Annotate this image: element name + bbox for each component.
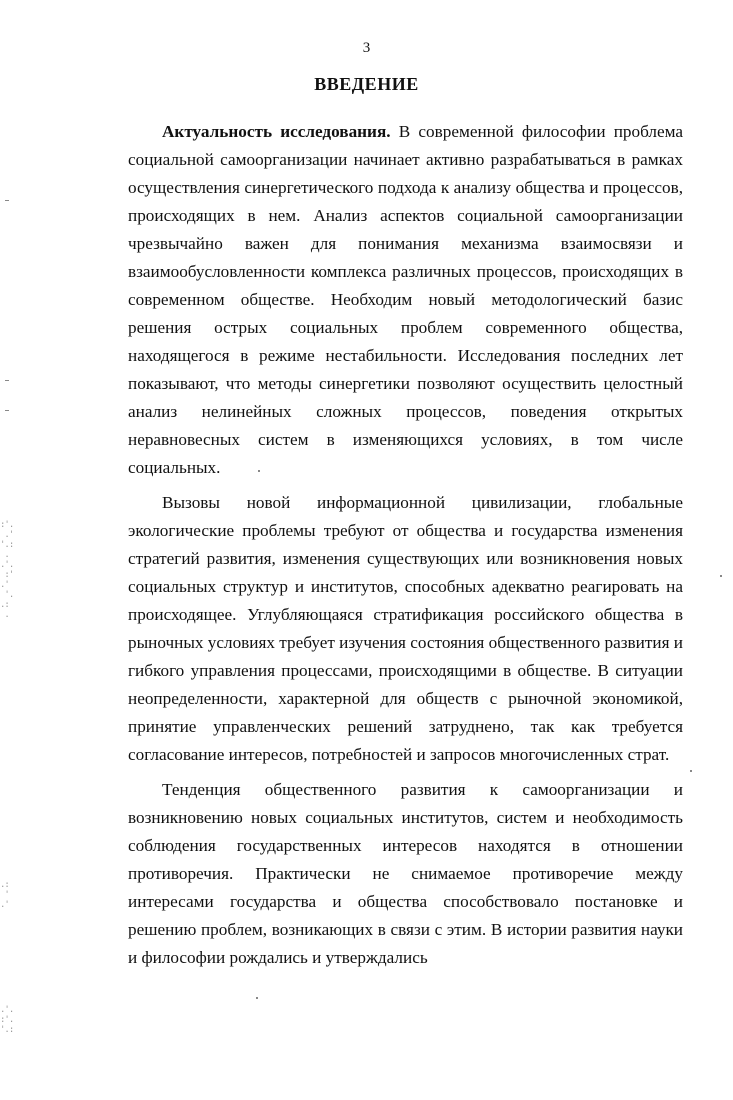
scan-margin-noise: .: ' .' [0, 880, 9, 910]
scan-speck [256, 997, 258, 999]
paragraph-challenges: Вызовы новой информационной цивилизации, глобальные экологические проблемы требуют от общества и государства изменения стратегий развития, изменения существующих или возникновения новых социальных структур и институтов, способных адекватно реагировать на происходящее. Углубляющаяся стратификация российского общества в рыночных условиях требует изучения состояния общественного развития и гибкого управления процессами, происходящими в обществе. В ситуации неопределенности, характерной для обществ с рыночной экономикой, принятие управленческих решений затруднено, так как требуется согласование интересов, потребностей и запросов многочисленных страт. [128, 493, 683, 764]
body-text [128, 118, 683, 979]
scan-speck [5, 380, 9, 381]
page-number: 3 [362, 40, 371, 56]
paragraph-relevance [128, 118, 683, 482]
scan-margin-noise: .'. :'. '.: [0, 1005, 14, 1035]
section-heading: ВВЕДЕНИЕ [314, 74, 419, 94]
paragraph-tendency: Тенденция общественного развития к самоорганизации и возникновению новых социальных институтов, систем и необходимость соблюдения государственных интересов находятся в отношении противоречия. Практически не снимаемое противоречие между интересами государства и общества способствовало постановке и решению проблем, возникающих в связи с этим. В истории развития науки и философии рождались и утверждались [128, 780, 683, 967]
paragraph-lead: Актуальность исследования. [162, 122, 391, 141]
scan-speck [690, 770, 692, 772]
scan-speck [5, 410, 9, 411]
scan-speck [5, 200, 9, 201]
scan-speck [258, 470, 260, 472]
scan-speck [720, 575, 722, 577]
paragraph-text: В современной философии проблема социальной самоорганизации начинает активно разрабатываться в рамках осуществления синергетического подхода к анализу общества и процессов, происходящих в нем. Анализ аспектов социальной самоорганизации чрезвычайно важен для понимания механизма взаимосвязи и взаимообусловленности комплекса различных процессов, происходящих в современном обществе. Необходим новый методологический базис решения острых социальных проблем современного общества, находящегося в режиме нестабильности. Исследования последних лет показывают, что методы синергетики позволяют осуществить целостный анализ нелинейных сложных процессов, поведения открытых неравновесных систем в изменяющихся условиях, в том числе социальных. [128, 122, 684, 477]
scan-margin-noise: :'. .' '.: . .'. :' .' '. .: . [0, 520, 14, 620]
